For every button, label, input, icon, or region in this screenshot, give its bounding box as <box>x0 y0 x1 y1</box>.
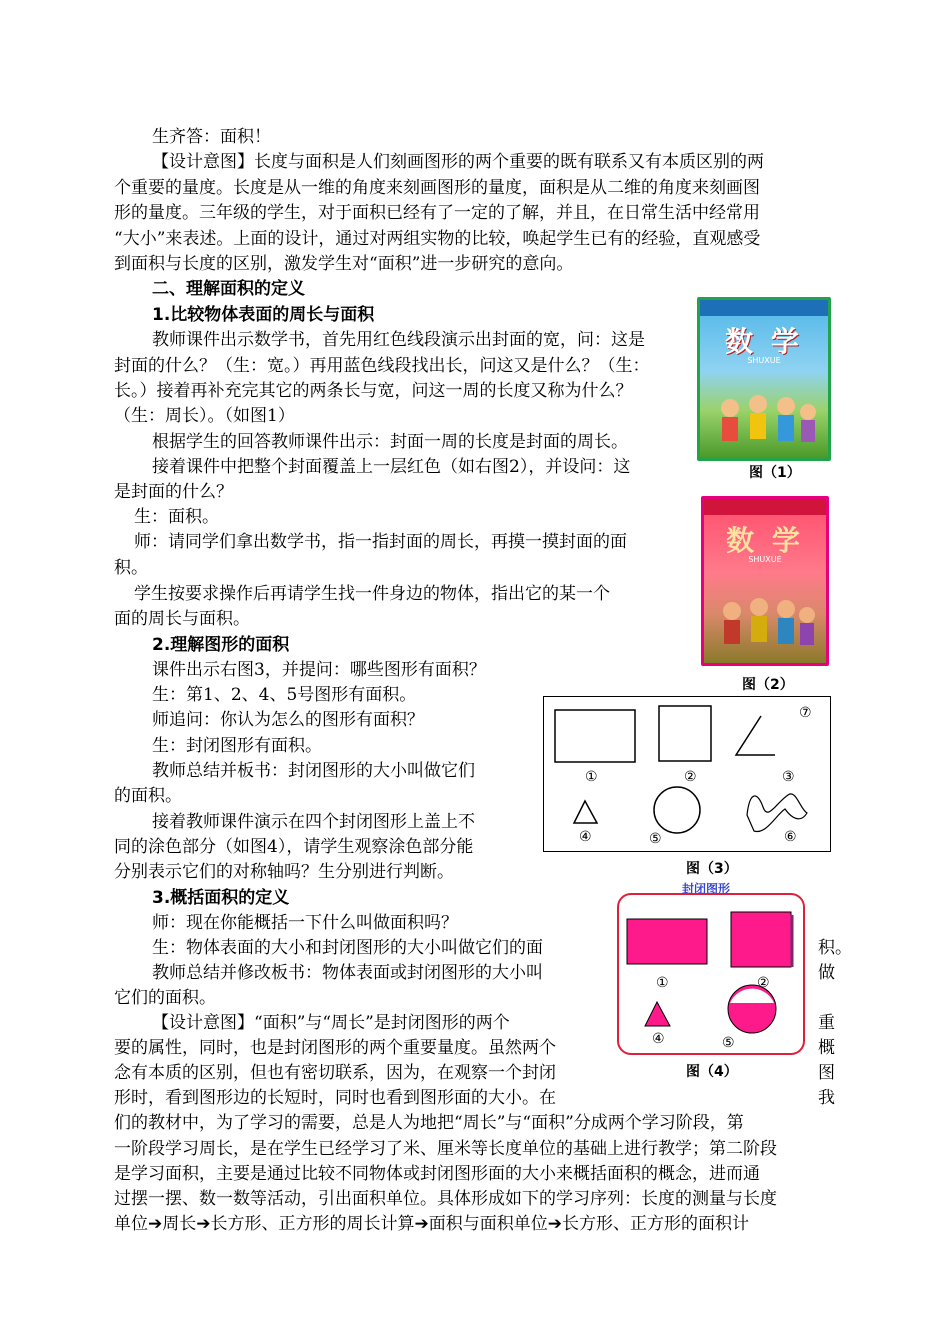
shape-label: ⑤ <box>722 1035 735 1051</box>
shape-square <box>659 706 711 761</box>
shape-label: ① <box>585 769 598 785</box>
text-line: （生：周长）。（如图1） <box>114 406 295 426</box>
shape-label: ④ <box>579 829 592 845</box>
figure-3-shapes <box>543 696 831 852</box>
text-line: 一阶段学习周长，是在学生已经学习了米、厘米等长度单位的基础上进行教学；第二阶段 <box>114 1139 777 1159</box>
figure-4-caption: 图（4） <box>686 1064 738 1080</box>
text-line: 生：第1、2、4、5号图形有面积。 <box>152 685 417 705</box>
book-title: 数 学 <box>725 325 803 358</box>
shape-label: ⑦ <box>799 705 812 721</box>
shaded-square <box>731 912 791 967</box>
text-line: 长。）接着再补充完其它的两条长与宽，问这一周的长度又称为什么？ <box>114 381 633 401</box>
shape-label: ② <box>757 975 770 991</box>
shape-label: ③ <box>782 769 795 785</box>
text-line: 生：封闭图形有面积。 <box>152 736 322 756</box>
text-line: 形时，看到图形边的长短时，同时也看到图形面的大小。在 <box>114 1088 556 1108</box>
text-line: 接着课件中把整个封面覆盖上一层红色（如右图2），并设问：这 <box>152 457 631 477</box>
text-line: 【设计意图】“面积”与“周长”是封闭图形的两个 <box>152 1013 510 1033</box>
text-line: 做 <box>818 963 835 983</box>
figure-1-caption: 图（1） <box>749 465 801 481</box>
text-line: 单位➔周长➔长方形、正方形的周长计算➔面积与面积单位➔长方形、正方形的面积计 <box>114 1214 749 1234</box>
text-line: 根据学生的回答教师课件出示：封面一周的长度是封面的周长。 <box>152 432 628 452</box>
text-line: 积。 <box>818 938 852 958</box>
text-line: 们的教材中，为了学习的需要，总是人为地把“周长”与“面积”分成两个学习阶段，第 <box>114 1113 744 1133</box>
text-line: 【设计意图】长度与面积是人们刻画图形的两个重要的既有联系又有本质区别的两 <box>152 152 764 172</box>
text-line: 分别表示它们的对称轴吗？生分别进行判断。 <box>114 862 454 882</box>
shaded-triangle <box>645 1002 670 1026</box>
shape-label: ① <box>656 975 669 991</box>
text-line: 它们的面积。 <box>114 988 216 1008</box>
figure-4-drawing <box>619 895 803 1053</box>
figure-2-caption: 图（2） <box>742 677 794 693</box>
text-line: 的面积。 <box>114 786 182 806</box>
shape-rectangle <box>555 710 635 762</box>
text-line: 形的量度。三年级的学生，对于面积已经有了一定的了解，并且，在日常生活中经常用 <box>114 203 760 223</box>
figure-4-shapes <box>617 893 805 1055</box>
text-line: 要的属性，同时，也是封闭图形的两个重要量度。虽然两个 <box>114 1038 556 1058</box>
subsection-heading: 1.比较物体表面的周长与面积 <box>152 305 375 325</box>
shape-label: ⑥ <box>784 829 797 845</box>
text-line: 师追问：你认为怎么的图形有面积？ <box>152 710 424 730</box>
text-line: 学生按要求操作后再请学生找一件身边的物体，指出它的某一个 <box>134 584 610 604</box>
book-subtitle: SHUXUE <box>747 356 781 365</box>
children-illustration <box>700 300 828 458</box>
text-line: 重 <box>818 1013 835 1033</box>
shaded-rectangle <box>627 919 707 964</box>
shape-label: ② <box>684 769 697 785</box>
shape-label: ④ <box>652 1031 665 1047</box>
text-line: 教师课件出示数学书，首先用红色线段演示出封面的宽，问：这是 <box>152 330 645 350</box>
text-line: 生：面积。 <box>134 507 219 527</box>
subsection-heading: 2.理解图形的面积 <box>152 635 290 655</box>
text-line: 教师总结并修改板书：物体表面或封闭图形的大小叫 <box>152 963 543 983</box>
shape-triangle <box>574 801 597 823</box>
text-line: 接着教师课件演示在四个封闭图形上盖上不 <box>152 812 475 832</box>
text-line: 师：请同学们拿出数学书，指一指封面的周长，再摸一摸封面的面 <box>134 532 627 552</box>
text-line: 念有本质的区别，但也有密切联系，因为，在观察一个封闭 <box>114 1063 556 1083</box>
text-line: 个重要的量度。长度是从一维的角度来刻画图形的量度，面积是从二维的角度来刻画图 <box>114 178 760 198</box>
text-line: 课件出示右图3，并提问：哪些图形有面积？ <box>152 660 486 680</box>
book-subtitle: SHUXUE <box>748 555 782 564</box>
text-line: 到面积与长度的区别，激发学生对“面积”进一步研究的意向。 <box>114 254 574 274</box>
text-line: 教师总结并板书：封闭图形的大小叫做它们 <box>152 761 475 781</box>
shape-open-angle <box>736 716 775 755</box>
text-line: “大小”来表述。上面的设计，通过对两组实物的比较，唤起学生已有的经验，直观感受 <box>114 229 761 249</box>
figure-4-title: 封闭图形 <box>682 882 731 896</box>
textbook-cover-image <box>697 297 831 461</box>
text-line: 是学习面积，主要是通过比较不同物体或封闭图形面的大小来概括面积的概念，进而通 <box>114 1164 760 1184</box>
text-line: 积。 <box>114 558 148 578</box>
text-line: 面的周长与面积。 <box>114 609 250 629</box>
shape-label: ⑤ <box>649 831 662 847</box>
text-line: 图 <box>818 1063 835 1083</box>
children-illustration <box>704 499 826 663</box>
text-line: 师：现在你能概括一下什么叫做面积吗？ <box>152 913 458 933</box>
subsection-heading: 3.概括面积的定义 <box>152 888 290 908</box>
text-line: 过摆一摆、数一数等活动，引出面积单位。具体形成如下的学习序列：长度的测量与长度 <box>114 1189 777 1209</box>
text-line: 我 <box>818 1088 835 1108</box>
text-line: 封面的什么？（生：宽。）再用蓝色线段找出长，问这又是什么？（生： <box>114 356 650 376</box>
text-line: 生齐答：面积！ <box>152 127 271 147</box>
shape-open-curve <box>747 794 807 832</box>
text-line: 概 <box>818 1038 835 1058</box>
text-line: 同的涂色部分（如图4），请学生观察涂色部分能 <box>114 837 474 857</box>
figure-3-caption: 图（3） <box>686 861 738 877</box>
section-heading: 二、理解面积的定义 <box>152 279 305 299</box>
text-line: 生：物体表面的大小和封闭图形的大小叫做它们的面 <box>152 938 543 958</box>
textbook-cover-red-image <box>701 496 829 666</box>
text-line: 是封面的什么？ <box>114 482 233 502</box>
book-title: 数 学 <box>726 524 804 557</box>
